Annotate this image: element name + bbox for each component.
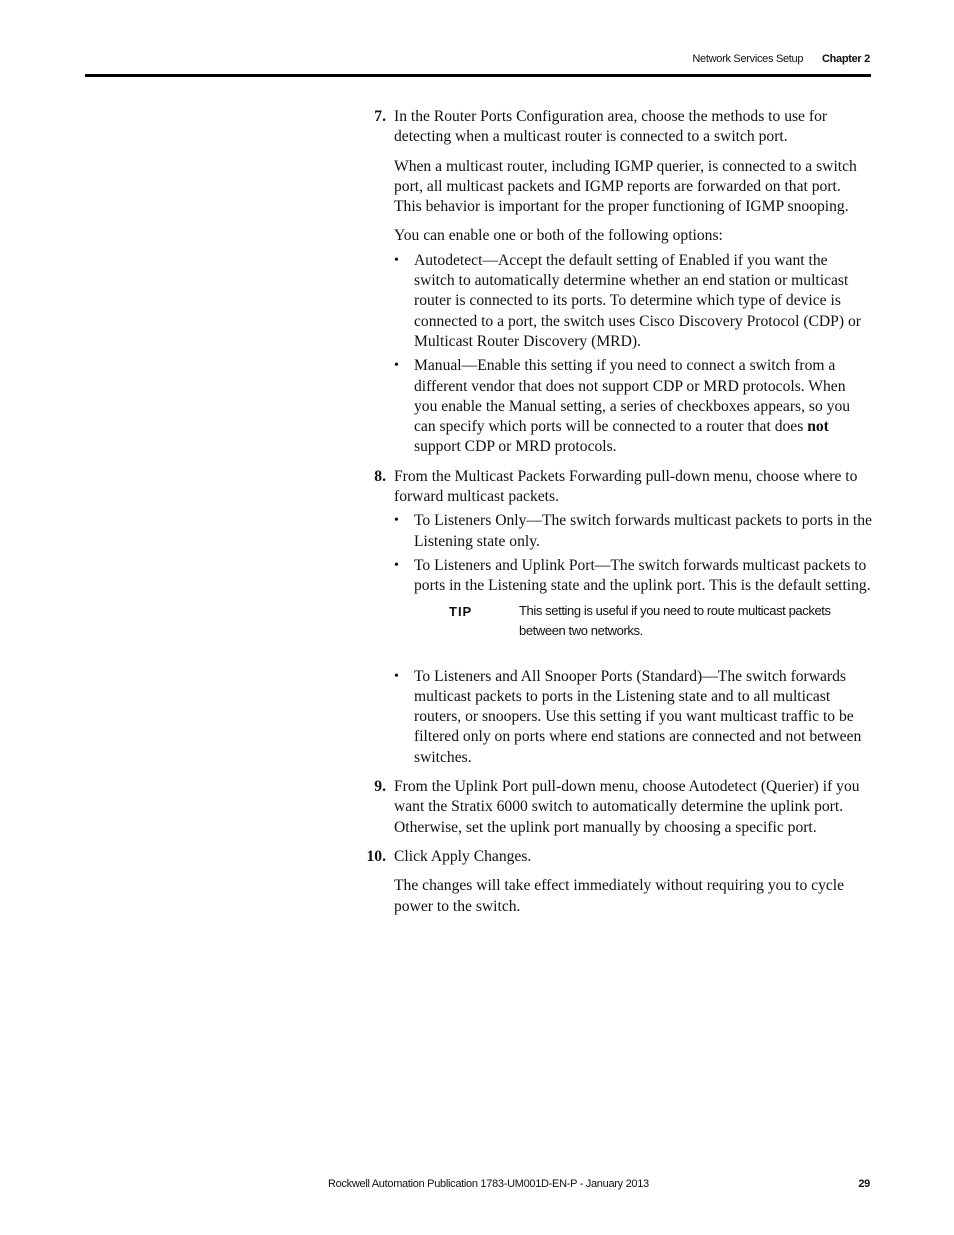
header-rule	[85, 74, 871, 77]
page-number: 29	[858, 1178, 870, 1190]
step-text: From the Uplink Port pull-down menu, choose Autodetect (Querier) if you want the Stratix 6000 switch to automatically determine the uplink port. Otherwise, set the uplink port manually by choosing a specific port.	[394, 778, 860, 836]
list-item: • To Listeners and All Snooper Ports (Standard)—The switch forwards multicast packets to ports in the Listening state and to all multicast routers, or snoopers. Use this setting if you want multicast traffic to be filtered only on ports where end stations are connected and not between switches.	[394, 667, 872, 768]
paragraph: When a multicast router, including IGMP querier, is connected to a switch port, all multicast packets and IGMP reports are forwarded on that port. This behavior is important for the proper functioning of IGMP snooping.	[394, 157, 857, 216]
paragraph: The changes will take effect immediately without requiring you to cycle power to the switch.	[394, 877, 845, 915]
bullet-list	[394, 511, 872, 596]
list-item: • To Listeners Only—The switch forwards multicast packets to ports in the Listening state only.	[394, 511, 872, 552]
bullet-list	[394, 667, 872, 768]
list-item: • Autodetect—Accept the default setting of Enabled if you want the switch to automatically determine whether an end station or multicast router is connected to its ports. To determine which type of device is connected to a port, the switch uses Cisco Discovery Protocol (CDP) or Multicast Router Discovery (MRD).	[394, 251, 872, 352]
step-9	[374, 777, 872, 838]
step-number: 8.	[374, 467, 386, 485]
step-number: 7.	[374, 108, 386, 125]
header-section-title: Network Services Setup	[692, 53, 804, 65]
step-text: From the Multicast Packets Forwarding pull-down menu, choose where to forward multicast packets.	[394, 467, 858, 506]
list-item-text: support CDP or MRD protocols.	[414, 438, 617, 456]
step-text: In the Router Ports Configuration area, choose the methods to use for detecting when a multicast router is connected to a switch port.	[394, 108, 828, 146]
paragraph: You can enable one or both of the following options:	[394, 227, 723, 245]
tip-box	[394, 601, 872, 661]
page-body	[366, 107, 872, 926]
list-item: • To Listeners and Uplink Port—The switch forwards multicast packets to ports in the Listening state and the uplink port. This is the default setting.	[394, 556, 872, 597]
step-7	[374, 107, 872, 148]
publication-info: Rockwell Automation Publication 1783-UM001D-EN-P - January 2013	[328, 1178, 649, 1190]
emphasis-text: not	[807, 418, 829, 436]
tip-text: This setting is useful if you need to route multicast packets between two networks.	[519, 602, 831, 638]
list-item-text: Manual—Enable this setting if you need to connect a switch from a different vendor that does not support CDP or MRD protocols. When you enable the Manual setting, a series of checkboxes appears, so you can specify which ports will be connected to a router that does	[414, 357, 851, 436]
tip-label: TIP	[449, 603, 473, 619]
step-10	[366, 847, 872, 867]
bullet-list	[394, 251, 872, 458]
list-item	[394, 356, 872, 457]
step-text: Click Apply Changes.	[394, 847, 532, 865]
step-8	[374, 467, 872, 508]
running-header	[692, 53, 870, 65]
header-chapter-label: Chapter 2	[821, 53, 870, 65]
step-number: 9.	[374, 778, 386, 796]
step-number: 10.	[366, 847, 386, 865]
